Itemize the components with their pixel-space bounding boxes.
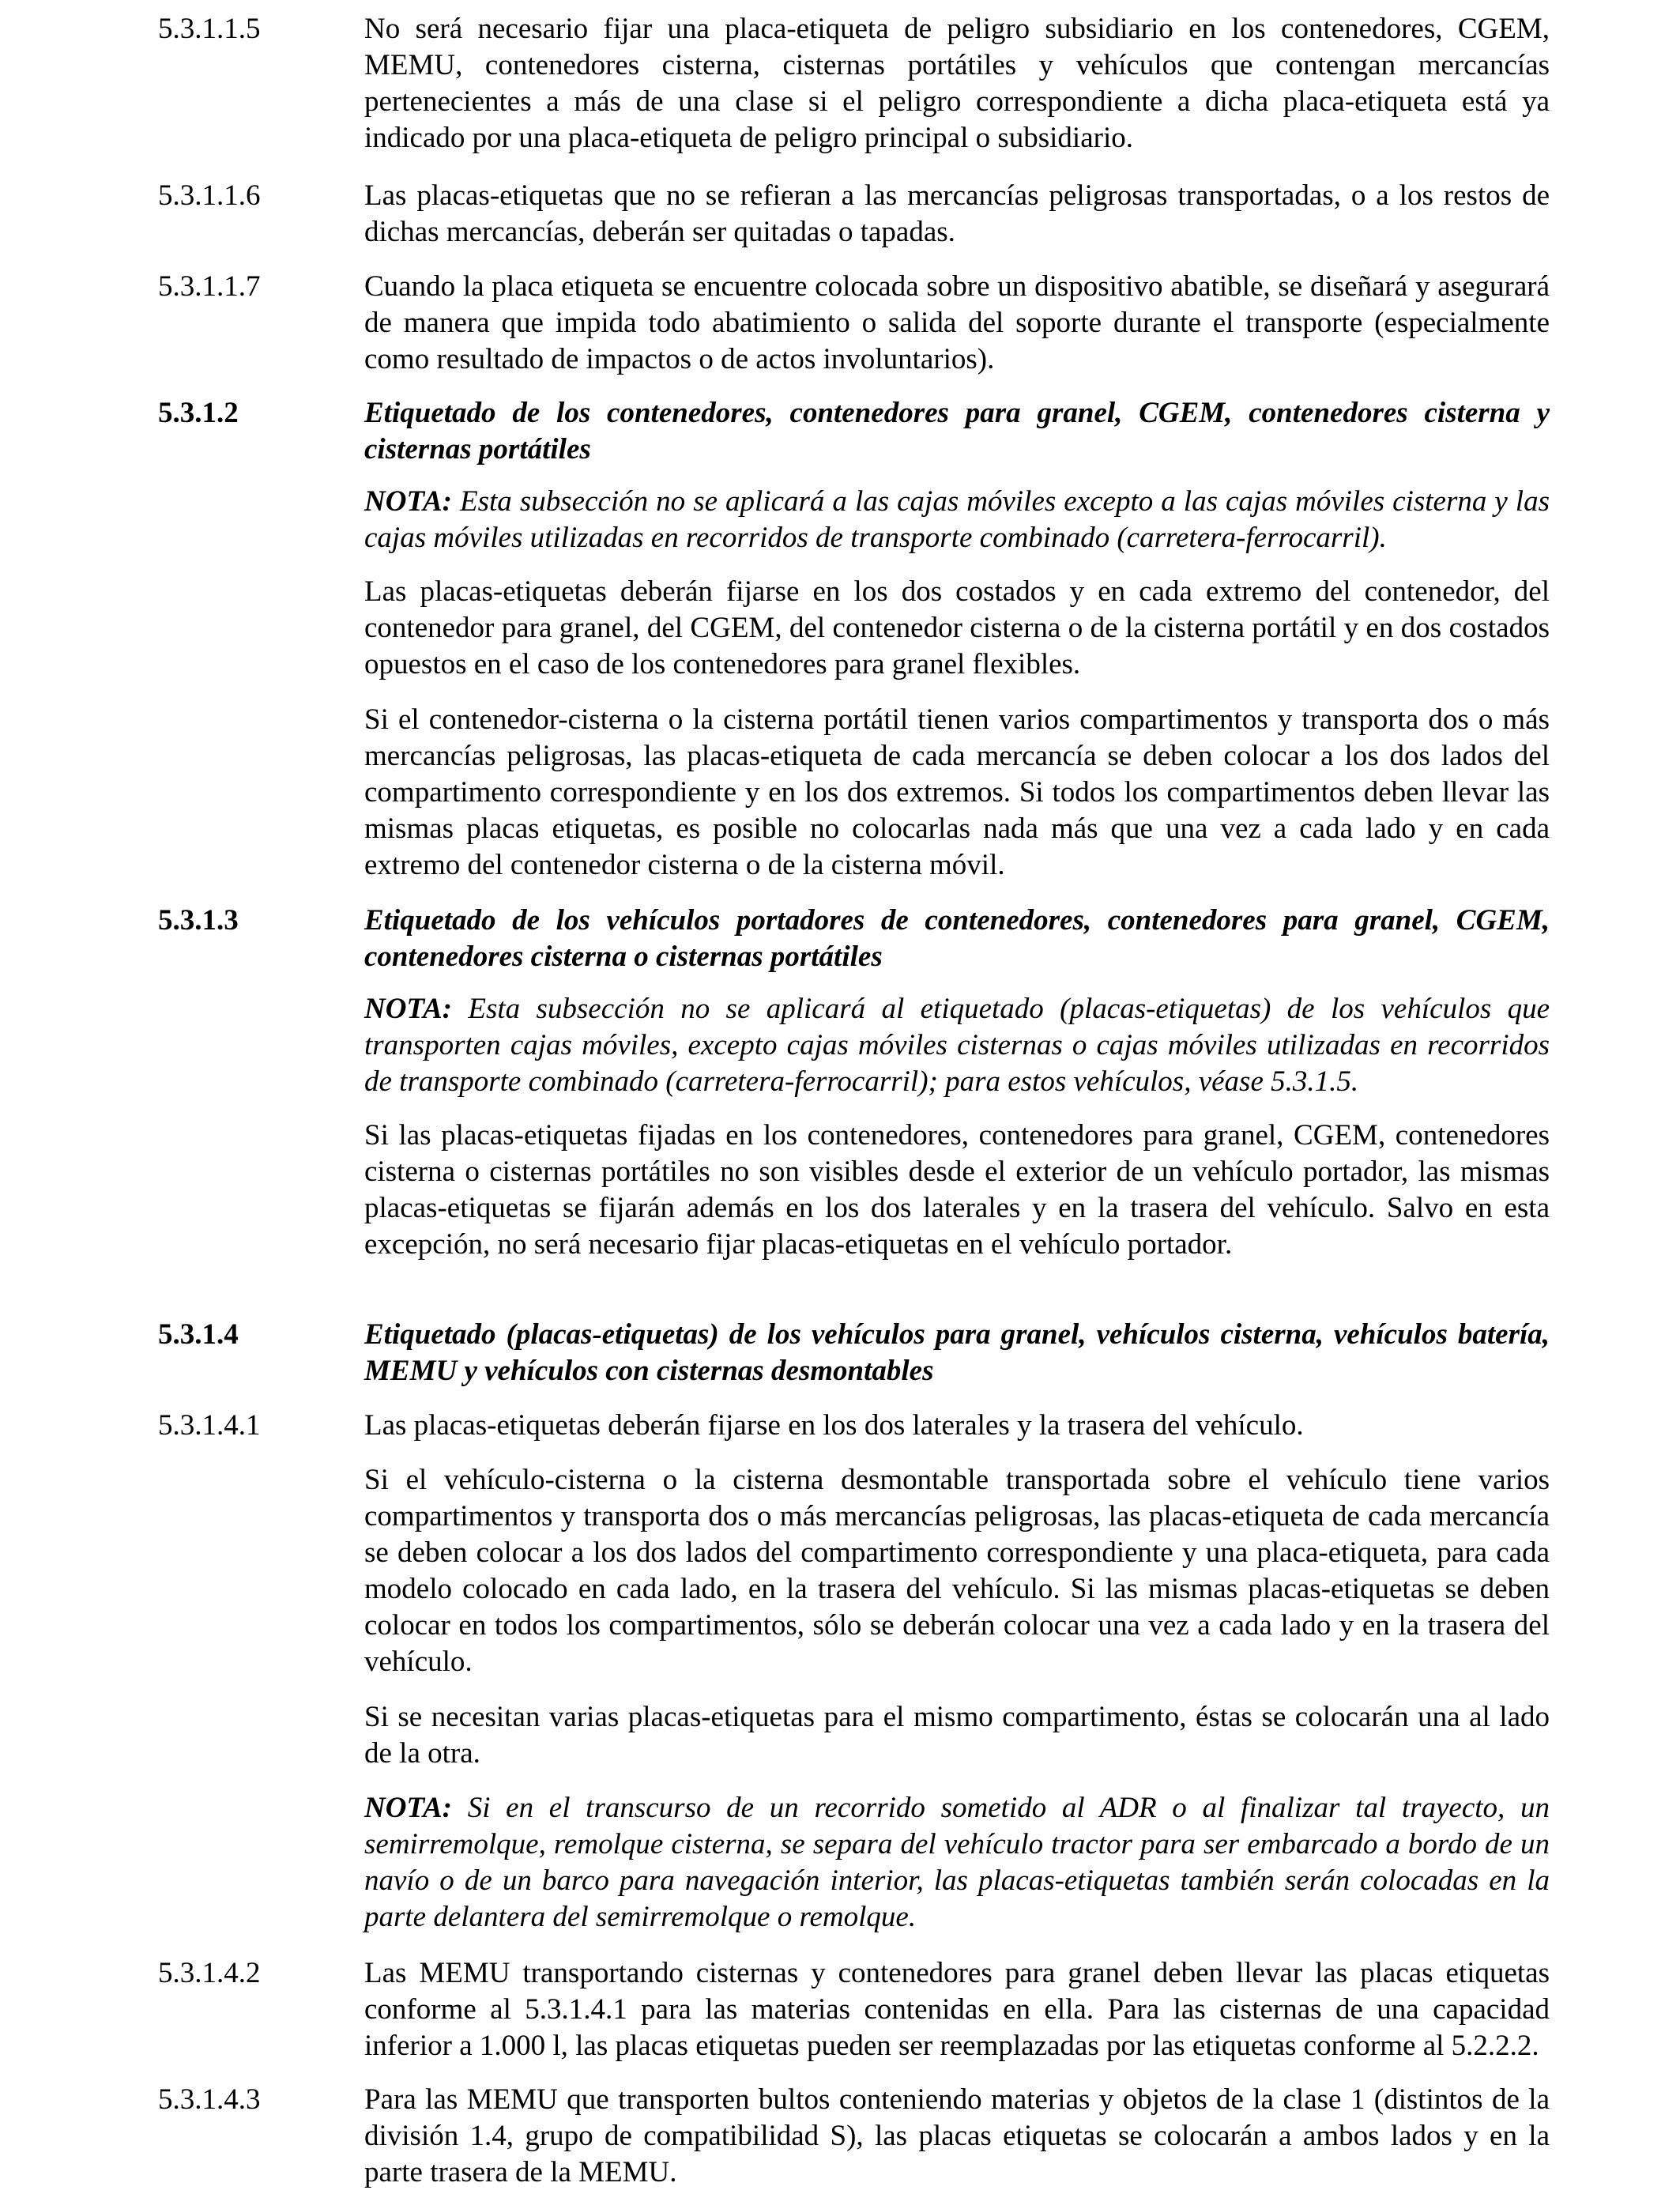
paragraph-text: Si el vehículo-cisterna o la cisterna desmontable transportada sobre el vehículo tiene varios compartimentos y transporta dos o más mercancías peligrosas, las placas-etiqueta de cada mercancía se deben colocar a los dos lados del compartimento correspondiente y una placa-etiqueta, para cada modelo colocado en cada lado, en la trasera del vehículo. Si las mismas placas-etiquetas se deben colocar en todos los compartimentos, sólo se deberán colocar una vez a cada lado y en la trasera del vehículo. — [364, 1464, 1550, 1678]
paragraph-text: No será necesario fijar una placa-etiqueta de peligro subsidiario en los contenedores, CGEM, MEMU, contenedores cisterna, cisternas portátiles y vehículos que contengan mercancías pertenecientes a más de una clase si el peligro correspondiente a dicha placa-etiqueta está ya indicado por una placa-etiqueta de peligro principal o subsidiario. — [364, 13, 1550, 154]
section-heading: Etiquetado de los vehículos portadores de contenedores, contenedores para granel, CGEM, contenedores cisterna o cisternas portátiles — [364, 904, 1550, 973]
section-number: 5.3.1.4.2 — [158, 1957, 261, 1989]
section-number: 5.3.1.4.3 — [158, 2083, 261, 2116]
note-text — [364, 1790, 1550, 1936]
paragraph-text: Para las MEMU que transporten bultos conteniendo materias y objetos de la clase 1 (distintos de la división 1.4, grupo de compatibilidad S), las placas etiquetas se colocarán a ambos lados y en la parte trasera de la MEMU. — [364, 2083, 1550, 2188]
section-number: 5.3.1.1.7 — [158, 270, 261, 303]
section-number: 5.3.1.4.1 — [158, 1409, 261, 1442]
paragraph-text: Cuando la placa etiqueta se encuentre colocada sobre un dispositivo abatible, se diseñará y asegurará de manera que impida todo abatimiento o salida del soporte durante el transporte (especialmente como resultado de impactos o de actos involuntarios). — [364, 270, 1550, 375]
section-number: 5.3.1.3 — [158, 904, 239, 937]
note-body: Si en el transcurso de un recorrido sometido al ADR o al finalizar tal trayecto, un semirremolque, remolque cisterna, se separa del vehículo tractor para ser embarcado a bordo de un navío o de un barco para navegación interior, las placas-etiquetas también serán colocadas en la parte delantera del semirremolque o remolque. — [364, 1792, 1550, 1933]
note-text — [364, 484, 1550, 556]
paragraph-text: Si el contenedor-cisterna o la cisterna portátil tienen varios compartimentos y transporta dos o más mercancías peligrosas, las placas-etiqueta de cada mercancía se deben colocar a los dos lados del compartimento correspondiente y en los dos extremos. Si todos los compartimentos deben llevar las mismas placas etiquetas, es posible no colocarlas nada más que una vez a cada lado y en cada extremo del contenedor cisterna o de la cisterna móvil. — [364, 703, 1550, 881]
paragraph-text: Las placas-etiquetas que no se refieran a las mercancías peligrosas transportadas, o a los restos de dichas mercancías, deberán ser quitadas o tapadas. — [364, 179, 1550, 248]
paragraph-text: Las placas-etiquetas deberán fijarse en los dos costados y en cada extremo del contenedor, del contenedor para granel, del CGEM, del contenedor cisterna o de la cisterna portátil y en dos costados opuestos en el caso de los contenedores para granel flexibles. — [364, 575, 1550, 680]
note-body: Esta subsección no se aplicará al etiquetado (placas-etiquetas) de los vehículos que transporten cajas móviles, excepto cajas móviles cisternas o cajas móviles utilizadas en recorridos de transporte combinado (carretera-ferrocarril); para estos vehículos, véase 5.3.1.5. — [364, 993, 1550, 1098]
paragraph-text: Las placas-etiquetas deberán fijarse en los dos laterales y la trasera del vehículo. — [364, 1409, 1304, 1442]
section-number: 5.3.1.1.5 — [158, 13, 261, 45]
paragraph-text: Las MEMU transportando cisternas y contenedores para granel deben llevar las placas etiquetas conforme al 5.3.1.4.1 para las materias contenidas en ella. Para las cisternas de una capacidad inferior a 1.000 l, las placas etiquetas pueden ser reemplazadas por las etiquetas conforme al 5.2.2.2. — [364, 1957, 1550, 2062]
section-number: 5.3.1.2 — [158, 397, 239, 429]
section-heading: Etiquetado (placas-etiquetas) de los vehículos para granel, vehículos cisterna, vehículos batería, MEMU y vehículos con cisternas desmontables — [364, 1318, 1550, 1387]
note-label: NOTA: — [364, 1792, 452, 1824]
section-number: 5.3.1.4 — [158, 1318, 239, 1351]
note-label: NOTA: — [364, 485, 452, 518]
note-text — [364, 991, 1550, 1100]
section-number: 5.3.1.1.6 — [158, 179, 261, 212]
section-heading: Etiquetado de los contenedores, contenedores para granel, CGEM, contenedores cisterna y cisternas portátiles — [364, 397, 1550, 466]
paragraph-text: Si las placas-etiquetas fijadas en los contenedores, contenedores para granel, CGEM, contenedores cisterna o cisternas portátiles no son visibles desde el exterior de un vehículo portador, las mismas placas-etiquetas se fijarán además en los dos laterales y en la trasera del vehículo. Salvo en esta excepción, no será necesario fijar placas-etiquetas en el vehículo portador. — [364, 1119, 1550, 1261]
note-label: NOTA: — [364, 993, 452, 1025]
note-body: Esta subsección no se aplicará a las cajas móviles excepto a las cajas móviles cisterna y las cajas móviles utilizadas en recorridos de transporte combinado (carretera-ferrocarril). — [364, 485, 1550, 554]
paragraph-text: Si se necesitan varias placas-etiquetas para el mismo compartimento, éstas se colocarán una al lado de la otra. — [364, 1701, 1550, 1770]
